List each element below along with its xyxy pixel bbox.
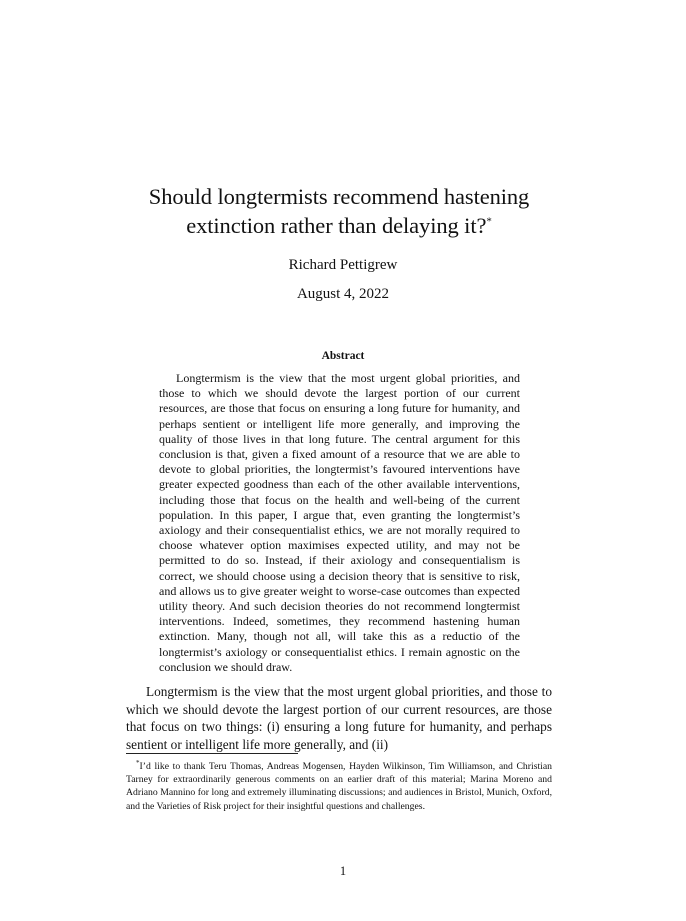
paper-title bbox=[125, 182, 553, 240]
paper-title-text: Should longtermists recommend hastening extinction rather than delaying it? bbox=[148, 184, 530, 238]
abstract-text: Longtermism is the view that the most urgent global priorities, and those to which we should devote the largest portion of our current resources, are those that focus on ensuring a long future for humanity, and perhaps sentient or intelligent life more generally, and improving the quality of those lives in that long future. The central argument for this conclusion is that, given a fixed amount of a resource that we are able to devote to global priorities, the longtermist’s favoured interventions have greater expected goodness than each of the other available interventions, including those that focus on the health and well-being of the current population. In this paper, I argue that, even granting the longtermist’s axiology and their consequentialist ethics, we are not morally required to choose whatever option maximises expected utility, and may not be permitted to do so. Instead, if their axiology and consequentialism is correct, we should choose using a decision theory that is sensitive to risk, and allows us to give greater weight to worse-case outcomes than expected utility theory. And such decision theories do not recommend longtermist interventions. Indeed, sometimes, they recommend hastening human extinction. Many, though not all, will take this as a reductio of the longtermist’s axiology or consequentialist ethics. I remain agnostic on the conclusion we should draw. bbox=[159, 371, 520, 674]
author-name: Richard Pettigrew bbox=[288, 257, 398, 273]
footnote-mark: * bbox=[136, 759, 140, 767]
page-number: 1 bbox=[339, 864, 347, 878]
footnote-text: I’d like to thank Teru Thomas, Andreas Mogensen, Hayden Wilkinson, Tim Williamson, and Christian Tarney for extraordinarily generous comments on an earlier draft of this material; Marina Moreno and Adriano Mannino for long and extremely illuminating discussions; and audiences in Bristol, Munich, Oxford, and the Varieties of Risk project for their insightful questions and challenges. bbox=[126, 761, 552, 812]
footnote-divider bbox=[126, 753, 298, 754]
publication-date: August 4, 2022 bbox=[296, 286, 390, 302]
footnote bbox=[126, 757, 552, 813]
body-paragraph: Longtermism is the view that the most urgent global priorities, and those to which we should devote the largest portion of our current resources, are those that focus on two things: (i) ensuring a long future for humanity, and perhaps sentient or intelligent life more generally, and (ii) bbox=[126, 684, 552, 752]
abstract-heading: Abstract bbox=[321, 350, 365, 362]
title-footnote-mark: * bbox=[486, 215, 492, 228]
